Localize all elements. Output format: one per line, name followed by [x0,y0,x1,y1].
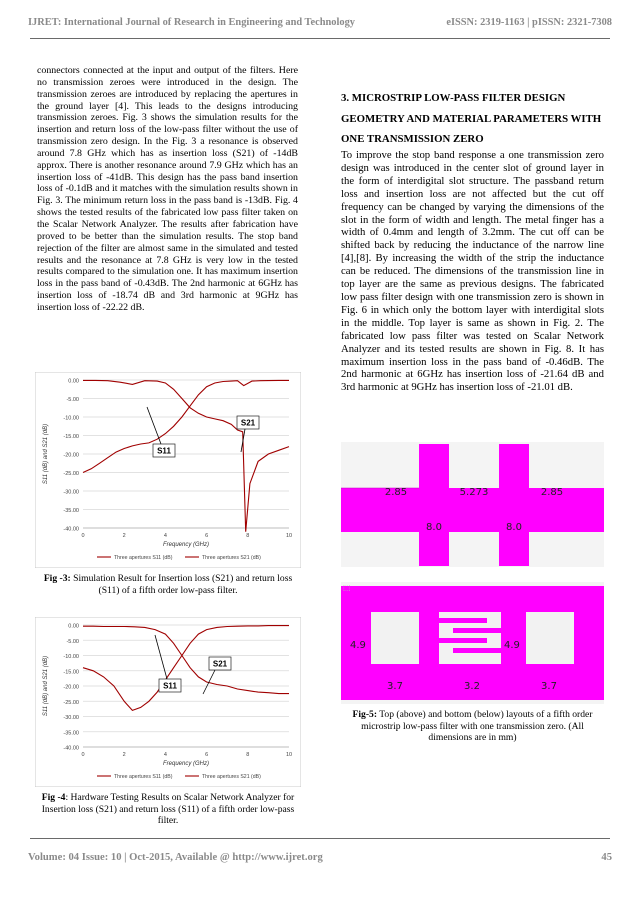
y-tick-label: -20.00 [63,684,79,691]
x-tick-label: 2 [122,752,126,758]
legend-entry: Three apertures S11 (dB) [114,774,173,780]
stub-right [499,444,529,566]
dim-bottom-3: 3.7 [387,681,403,692]
x-tick-label: 2 [122,533,126,539]
y-tick-label: -35.00 [63,730,79,737]
x-tick-label: 4 [163,752,167,758]
legend-entry: Three apertures S21 (dB) [202,555,261,561]
slot-left [371,612,419,664]
x-tick-label: 8 [246,752,250,758]
page-footer [28,852,612,866]
fig4-caption-label: Fig -4 [41,792,66,803]
journal-title: IJRET: International Journal of Research in Engineering and Technology [28,17,355,28]
footer-rule [30,838,610,839]
y-tick-label: -35.00 [63,508,79,514]
issn-text: eISSN: 2319-1163 | pISSN: 2321-7308 [446,17,612,28]
y-tick-label: -15.00 [63,669,79,676]
x-axis-label: Frequency (GHz) [162,542,210,548]
fig3-caption [36,573,300,596]
y-tick-label: -15.00 [63,434,79,440]
fig4-caption [36,792,300,827]
page-number: 45 [601,852,612,863]
header-rule [30,38,610,39]
x-tick-label: 8 [246,533,250,539]
x-tick-label: 6 [205,533,209,539]
y-tick-label: -5.00 [66,638,79,645]
y-tick-label: 0.00 [68,378,79,385]
slot-right [526,612,574,664]
dim-bottom-5: 3.7 [541,681,557,692]
x-tick-label: 10 [285,752,293,758]
x-tick-label: 0 [81,533,85,539]
footer-volume: Volume: 04 Issue: 10 | Oct-2015, Available @ http://www.ijret.org [28,852,323,863]
y-tick-label: -40.00 [63,745,79,752]
x-axis-label: Frequency (GHz) [162,761,210,767]
running-header [28,17,612,31]
fig3-chart [35,372,301,568]
x-tick-label: 10 [285,533,293,539]
s21-label: S21 [212,659,228,669]
y-tick-label: -25.00 [63,699,79,706]
dim-bottom-1: 4.9 [350,640,366,651]
fig3-caption-label: Fig -3: [43,573,71,584]
left-body-paragraph: connectors connected at the input and output of the filters. Here no transmission zeroes were introduced in the design. The transmission zeroes are introduced by replacing the apertures in the ground layer [4]. This leads to the designs introducing transmission zeroes. Fig. 3 shows the simulation results for the insertion and return loss of the low-pass filter without the use of transmission zero design. In the Fig. 3 a resonance is observed around 7.8 GHz which has as insertion loss (S21) of -14dB approx. There is another resonance around 7.9 GHz which has an insertion loss of -41dB. This design has the pass band insertion loss of -0.1dB and it matches with the simulation results shown in Fig. 3. The minimum return loss in the pass band is -13dB. Fig. 4 shows the tested results of the fabricated low pass filter taken on the Scalar Network Analyzer. The results after fabrication have proved to be better than the simulation results. The stop band rejection of the filter are almost same in the simulated and tested results and the resonance at 7.8 GHz is very low in the tested results compared to the simulation one. It has maximum insertion loss in the pass band of -0.43dB. The 2nd harmonic at 6GHz has insertion loss of -18.74 dB and 3rd harmonic at 9GHz has insertion loss of -22.22 dB. [37,65,298,313]
y-tick-label: -10.00 [63,415,79,422]
y-tick-label: -20.00 [63,452,79,459]
dim-top-3: 2.85 [540,487,564,498]
corner-mark: ⬚ [343,583,351,592]
stub-left [419,444,449,566]
fig4-caption-text: : Hardware Testing Results on Scalar Network Analyzer for Insertion loss (S21) and return loss (S11) of a fifth order low-pass filter. [41,792,295,826]
fig5-top-layout [341,442,604,567]
s21-label: S21 [240,418,256,428]
section-heading: 3. MICROSTRIP LOW-PASS FILTER DESIGN GEOMETRY AND MATERIAL PARAMETERS WITH ONE TRANSMISSION ZERO [341,92,602,145]
dim-top-5: 8.0 [506,522,522,533]
y-tick-label: -5.00 [66,397,79,403]
s11-label: S11 [163,681,177,691]
fig3-caption-text: Simulation Result for Insertion loss (S21) and return loss (S11) of a fifth order low-pass filter. [70,573,293,596]
legend-entry: Three apertures S21 (dB) [202,774,261,780]
y-tick-label: -10.00 [63,654,79,660]
section-body-paragraph: To improve the stop band response a one transmission zero design was introduced in the center slot of ground layer in the form of interdigital slot structure. The passband return loss and insertion loss are not affected but the cut off frequency can be changed by varying the dimensions of the slot in the form of width and length. The metal finger has a width of 0.4mm and length of 3.2mm. The cut off can be shifted back by reducing the inductance of the narrow line [4],[8]. By increasing the width of the strip the inductance can be reduced. The dimensions of the transmission line in top layer are the same as previous designs. The fabricated low pass filter design with one transmission zero is shown in Fig. 6 in which only the bottom layer with interdigital slots in the middle. Top layer is same as shown in Fig. 2. The fabricated low pass filter was tested on Scalar Network Analyzer and its tested results are shown in Fig. 8. It has maximum insertion loss in the pass band of -0.46dB. The 2nd harmonic at 6GHz has insertion loss of -21.64 dB and 3rd harmonic at 9GHz has insertion loss of -21.01 dB. [341,149,604,394]
x-tick-label: 4 [163,533,167,539]
fig5-caption-label: Fig-5: [352,709,378,720]
dim-top-2: 5.273 [459,487,489,498]
dim-top-4: 8.0 [426,522,442,533]
y-tick-label: 0.00 [68,623,79,630]
x-tick-label: 6 [205,752,209,758]
y-axis-label: S11 (dB) and S21 (dB) [43,655,49,717]
fig5-caption-text: Top (above) and bottom (below) layouts of a fifth order microstrip low-pass filter with one transmission zero. (All dimensions are in mm) [361,709,593,743]
x-tick-label: 0 [81,752,85,758]
y-tick-label: -40.00 [63,526,79,533]
dim-bottom-4: 3.2 [464,681,480,692]
fig5-bottom-layout [341,582,604,704]
y-axis-label: S11 (dB) and S21 (dB) [43,423,49,485]
y-tick-label: -25.00 [63,471,79,477]
fig5-caption [339,709,606,744]
s11-label: S11 [157,446,171,456]
legend-entry: Three apertures S11 (dB) [114,555,173,561]
fig4-chart [35,617,301,787]
y-tick-label: -30.00 [63,489,79,496]
dim-top-1: 2.85 [384,487,408,498]
y-tick-label: -30.00 [63,715,79,721]
dim-bottom-2: 4.9 [504,640,520,651]
